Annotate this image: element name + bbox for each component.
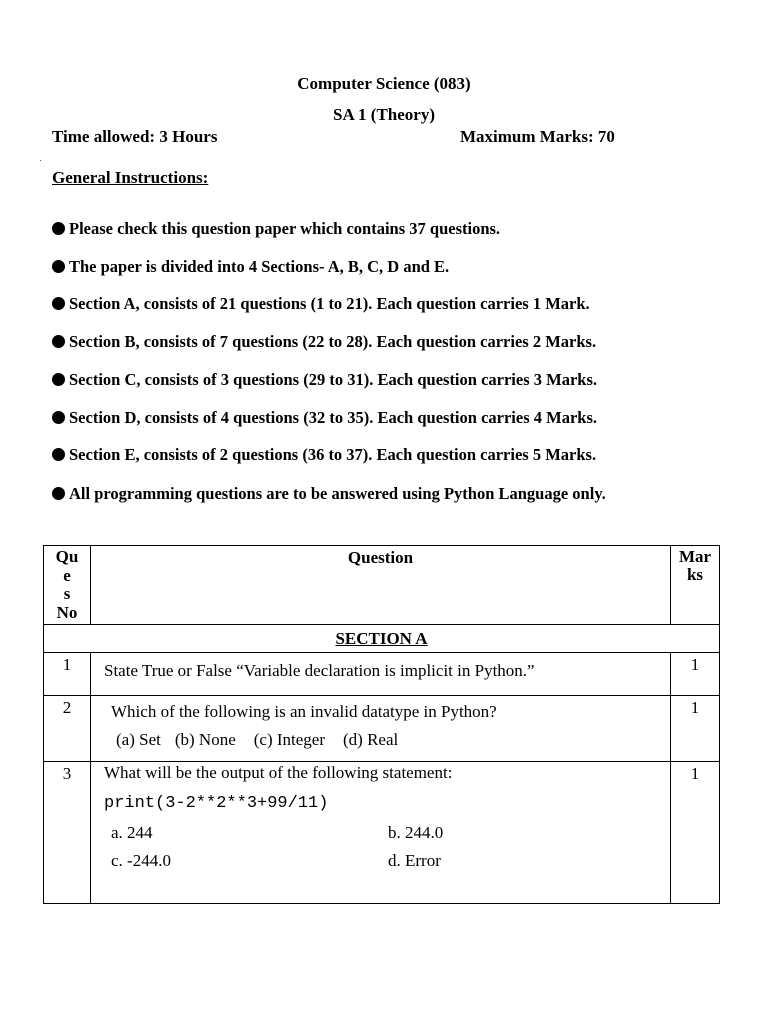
section-title: SECTION A bbox=[44, 625, 720, 653]
header-question: Question bbox=[91, 546, 671, 625]
bullet-icon bbox=[52, 297, 65, 310]
subject-title: Computer Science (083) bbox=[297, 74, 471, 93]
option-a: (a) Set bbox=[116, 730, 161, 749]
instruction-item: Section A, consists of 21 questions (1 to 21). Each question carries 1 Mark. bbox=[52, 294, 590, 314]
options-grid bbox=[91, 821, 670, 879]
instructions-heading: General Instructions: bbox=[52, 168, 209, 187]
question-cell bbox=[91, 696, 671, 762]
bullet-icon bbox=[52, 373, 65, 386]
question-marks: 1 bbox=[671, 696, 720, 762]
question-text: What will be the output of the following statement: bbox=[104, 763, 453, 782]
maximum-marks: Maximum Marks: 70 bbox=[460, 127, 615, 146]
question-table bbox=[43, 545, 720, 904]
option-c: (c) Integer bbox=[253, 730, 326, 749]
exam-title: SA 1 (Theory) bbox=[333, 105, 435, 124]
instruction-item: All programming questions are to be answered using Python Language only. bbox=[52, 484, 606, 504]
bullet-icon bbox=[52, 487, 65, 500]
question-marks: 1 bbox=[671, 653, 720, 696]
question-number: 3 bbox=[44, 762, 91, 904]
code-snippet: print(3-2**2**3+99/11) bbox=[104, 794, 329, 813]
question-number: 1 bbox=[44, 653, 91, 696]
option-a: a. 244 bbox=[111, 823, 153, 842]
scan-speck bbox=[40, 160, 41, 161]
bullet-icon bbox=[52, 448, 65, 461]
question-cell bbox=[91, 762, 671, 904]
instruction-item: The paper is divided into 4 Sections- A, B, C, D and E. bbox=[52, 257, 449, 277]
question-text: Which of the following is an invalid datatype in Python? bbox=[111, 702, 497, 721]
option-b: b. 244.0 bbox=[388, 823, 444, 842]
question-marks: 1 bbox=[671, 762, 720, 904]
bullet-icon bbox=[52, 222, 65, 235]
bullet-icon bbox=[52, 260, 65, 273]
option-d: (d) Real bbox=[343, 730, 399, 749]
instruction-item: Please check this question paper which contains 37 questions. bbox=[52, 219, 500, 239]
time-allowed: Time allowed: 3 Hours bbox=[52, 127, 218, 146]
option-d: d. Error bbox=[388, 851, 441, 870]
option-b: (b) None bbox=[174, 730, 236, 749]
bullet-icon bbox=[52, 411, 65, 424]
bullet-icon bbox=[52, 335, 65, 348]
instruction-item: Section E, consists of 2 questions (36 to 37). Each question carries 5 Marks. bbox=[52, 445, 596, 465]
table-header-row bbox=[44, 546, 720, 625]
table-row bbox=[44, 762, 720, 904]
header-marks: Mar ks bbox=[671, 546, 720, 625]
option-c: c. -244.0 bbox=[111, 851, 171, 870]
table-row bbox=[44, 653, 720, 696]
options-list bbox=[91, 722, 670, 750]
question-text: State True or False “Variable declaration is implicit in Python.” bbox=[104, 661, 535, 680]
table-row bbox=[44, 696, 720, 762]
question-number: 2 bbox=[44, 696, 91, 762]
header-question-number: Qu e s No bbox=[44, 546, 91, 625]
instruction-item: Section B, consists of 7 questions (22 to 28). Each question carries 2 Marks. bbox=[52, 332, 596, 352]
instruction-item: Section D, consists of 4 questions (32 to 35). Each question carries 4 Marks. bbox=[52, 408, 597, 428]
section-row bbox=[44, 625, 720, 653]
instruction-item: Section C, consists of 3 questions (29 to 31). Each question carries 3 Marks. bbox=[52, 370, 597, 390]
question-cell bbox=[91, 653, 671, 696]
